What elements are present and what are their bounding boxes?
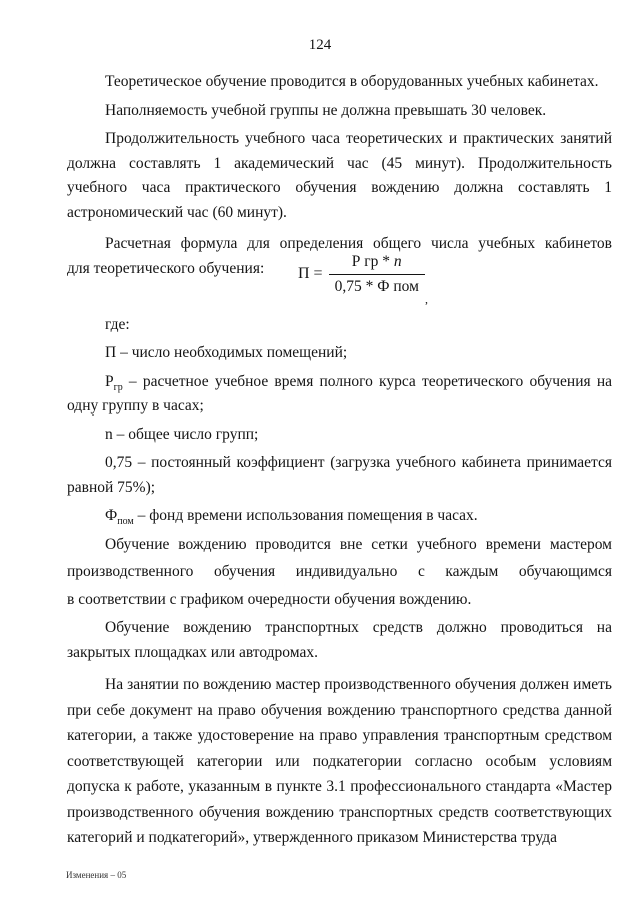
- where-label: где:: [105, 315, 130, 333]
- document-body: [67, 70, 612, 851]
- formula-lhs: П =: [298, 265, 323, 283]
- paragraph-master-documents: На занятии по вождению мастер производственного обучения должен иметь при себе документ на право обучения вождению транспортного средства данной категории, а также удостоверение на право управления транспортным средством соответствующей категории или подкатегории согласно особым условиям допуска к работе, указанным в пункте 3.1 профессионального стандарта «Мастер производственного обучения вождению транспортных средств соответствующих категорий и подкатегорий», утвержденного приказом Министерства труда: [67, 676, 612, 846]
- definition-fpom-symbol: Ф: [105, 507, 118, 524]
- definition-pgr: [67, 370, 612, 419]
- paragraph-driving-schedule-line2: производственного обучения индивидуально с каждым обучающимся: [67, 563, 612, 580]
- definition-n: n – общее число групп;: [105, 425, 259, 443]
- formula-fraction: [329, 252, 425, 297]
- page-number: 124: [308, 37, 332, 53]
- scan-artifact-dot: [92, 414, 94, 416]
- definition-pgr-text: – расчетное учебное время полного курса теоретического обучения на одну группу в часах;: [67, 372, 612, 414]
- formula-numerator: [344, 252, 410, 274]
- formula-intro-text: для теоретического обучения:: [67, 259, 265, 277]
- definition-fpom: [67, 504, 612, 529]
- formula-row: [67, 253, 612, 306]
- formula-denominator: 0,75 * Ф пом: [329, 274, 425, 297]
- definition-pgr-symbol: Р: [105, 372, 114, 390]
- definition-pgr-subscript: гр: [113, 381, 123, 393]
- classroom-formula: [298, 251, 425, 299]
- paragraph-driving-schedule-line1: Обучение вождению проводится вне сетки учебного времени мастером: [105, 535, 612, 553]
- paragraph-formula-intro: Расчетная формула для определения общего числа учебных кабинетов: [105, 235, 612, 252]
- footer-revision: Изменения – 05: [66, 870, 127, 880]
- formula-comma: ,: [425, 291, 428, 306]
- definition-p: П – число необходимых помещений;: [105, 344, 348, 361]
- formula-numerator-text: Р гр *: [351, 253, 394, 270]
- definition-fpom-text: – фонд времени использования помещения в часах.: [133, 507, 478, 524]
- definition-coefficient: 0,75 – постоянный коэффициент (загрузка учебного кабинета принимается равной 75%);: [67, 454, 612, 496]
- paragraph-hour-duration: Продолжительность учебного часа теоретических и практических занятий должна составлять 1 академический час (45 минут). Продолжительность учебного часа практического обучения вождению должна составлять 1 астрономический час (60 минут).: [67, 130, 612, 221]
- paragraph-driving-location: Обучение вождению транспортных средств должно проводиться на закрытых площадках или автодромах.: [67, 619, 612, 661]
- paragraph-theory-classrooms: Теоретическое обучение проводится в оборудованных учебных кабинетах.: [105, 73, 599, 90]
- paragraph-group-size: Наполняемость учебной группы не должна превышать 30 человек.: [105, 101, 547, 119]
- formula-numerator-var: n: [393, 253, 402, 270]
- definition-fpom-subscript: пом: [117, 516, 134, 528]
- paragraph-driving-schedule-line3: в соответствии с графиком очередности обучения вождению.: [67, 590, 472, 608]
